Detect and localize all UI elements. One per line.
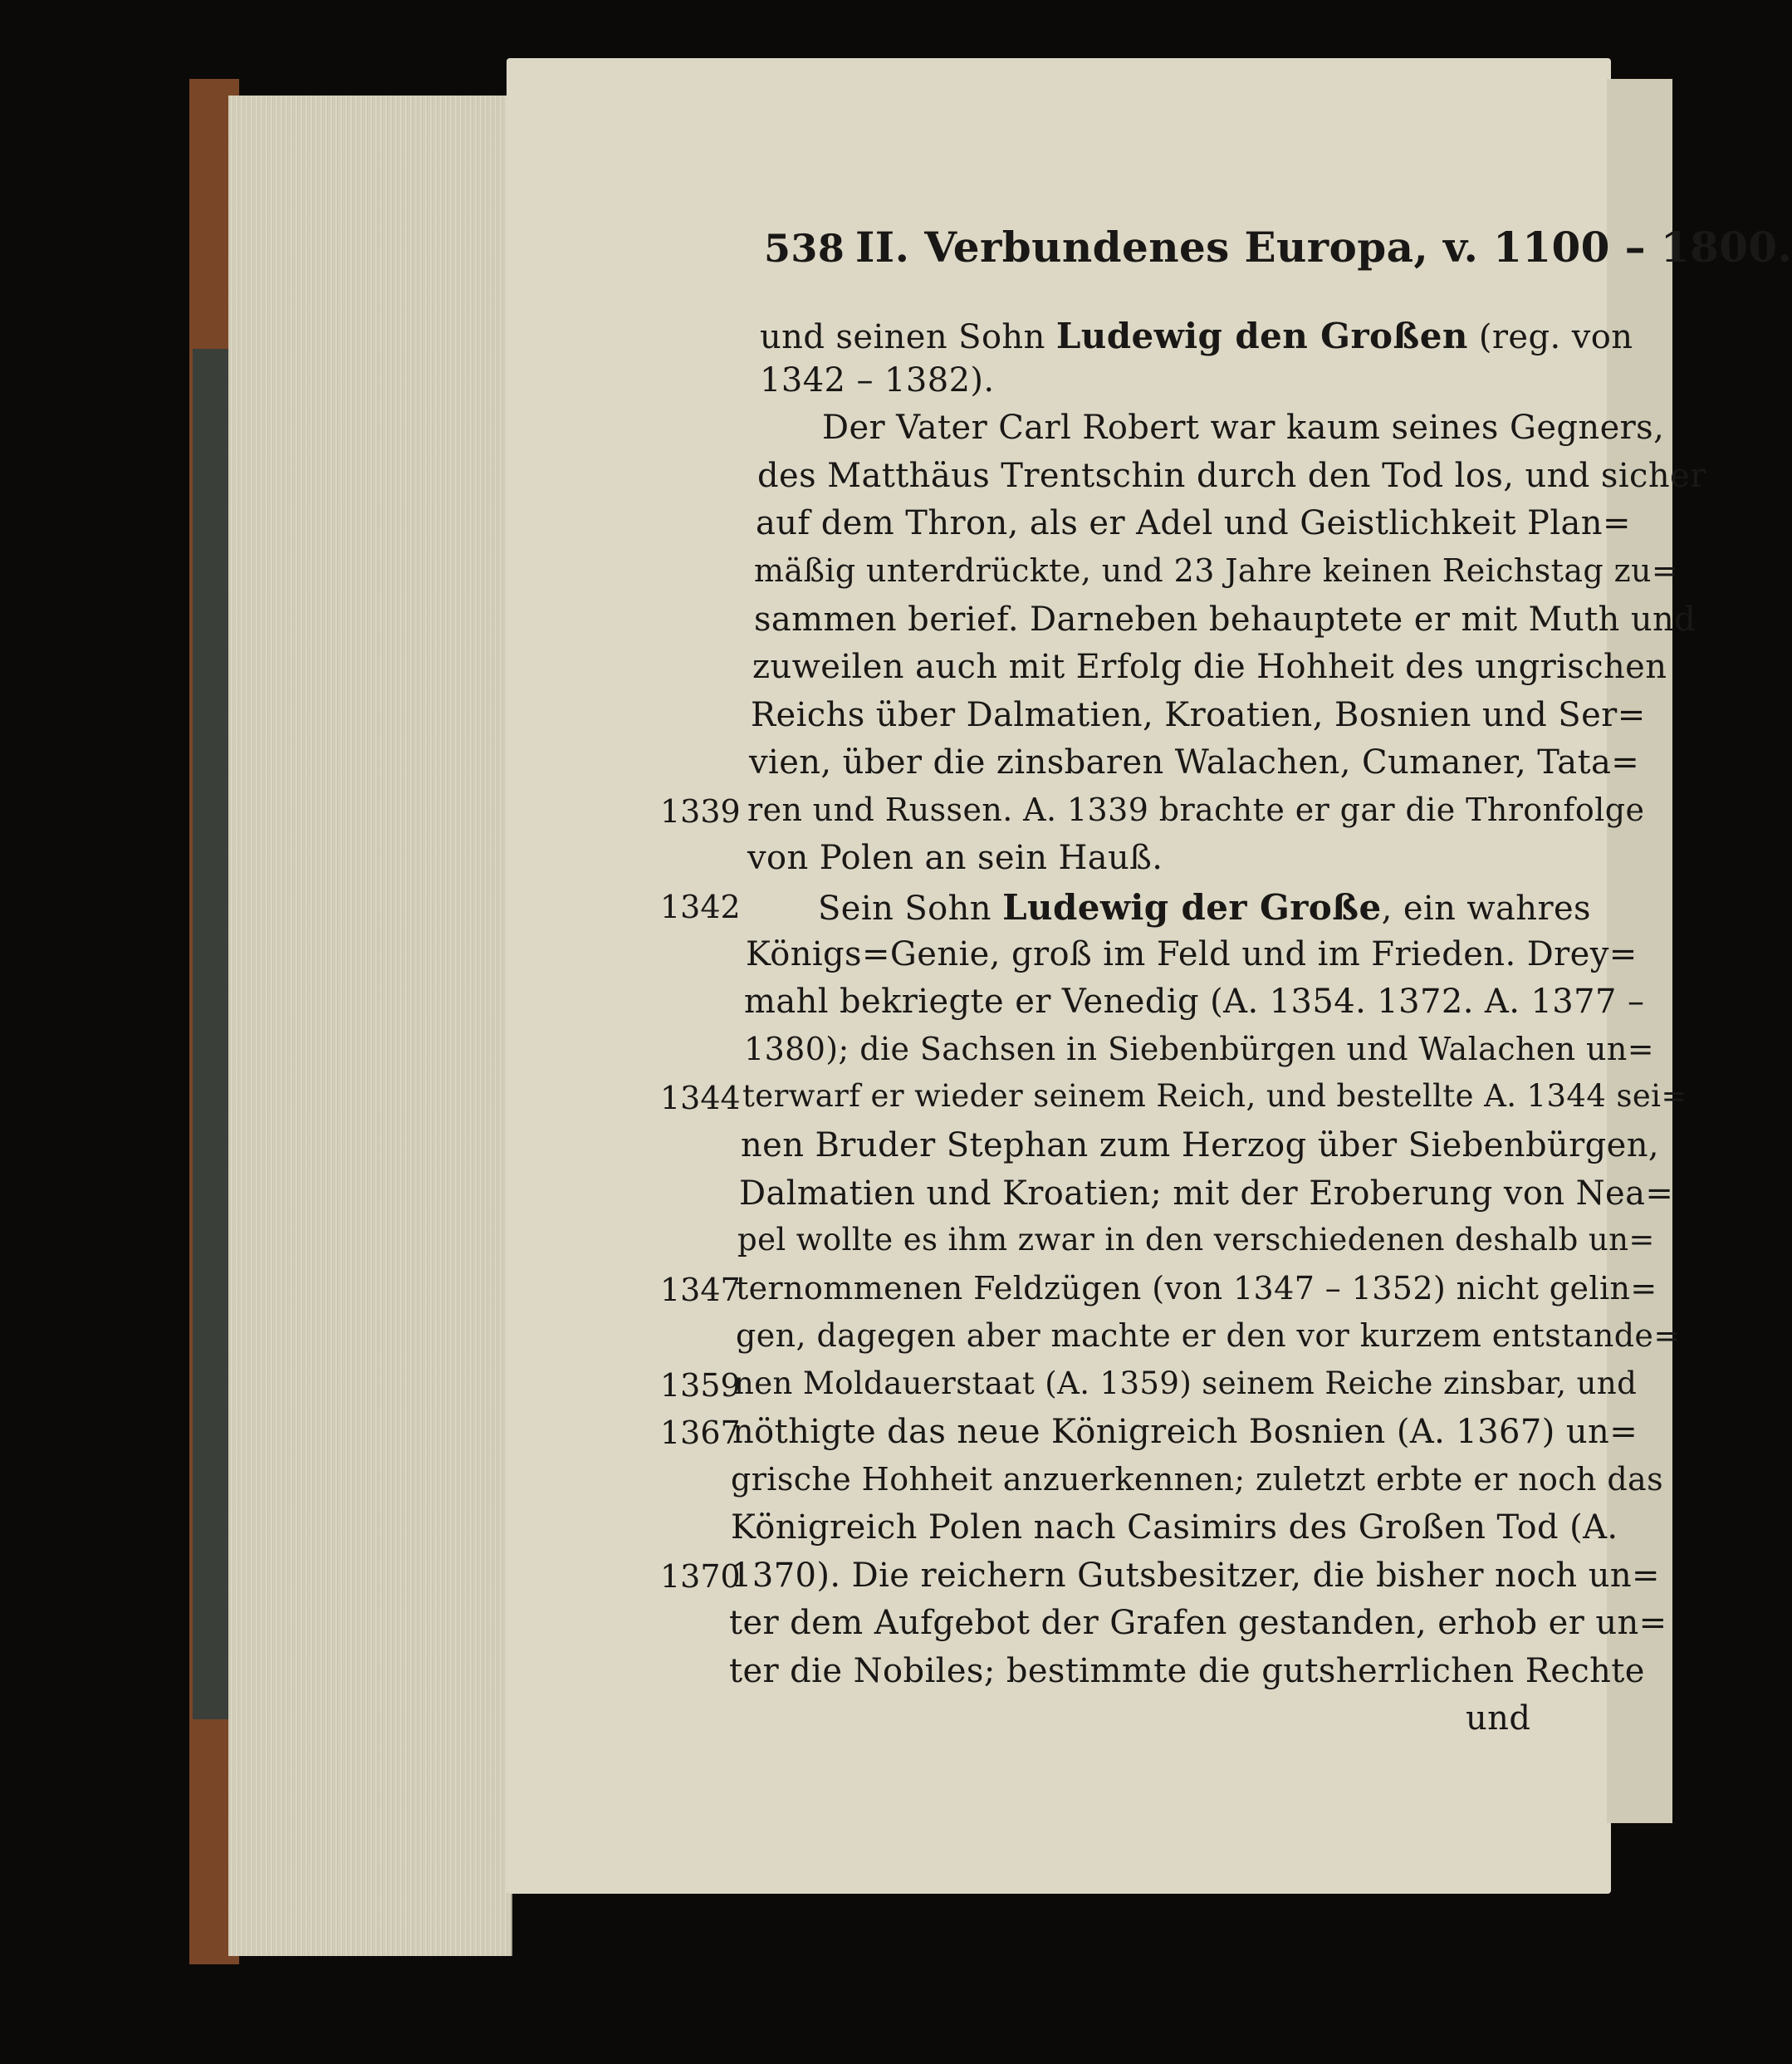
text-line: pel wollte es ihm zwar in den verschiedenen deshalb un=	[737, 1222, 1655, 1258]
margin-year: 1367	[660, 1414, 741, 1451]
text-line: Reichs über Dalmatien, Kroatien, Bosnien und Ser=	[751, 696, 1646, 734]
margin-year: 1370	[660, 1558, 741, 1595]
text-line: mahl bekriegte er Venedig (A. 1354. 1372. A. 1377 –	[744, 983, 1645, 1021]
text-line: ter dem Aufgebot der Grafen gestanden, erhob er un=	[729, 1604, 1667, 1642]
text-line: vien, über die zinsbaren Walachen, Cumaner, Tata=	[749, 743, 1640, 782]
text-line: des Matthäus Trentschin durch den Tod los, und sicher	[757, 457, 1706, 495]
emphasis-name: Ludewig der Große	[1002, 887, 1382, 928]
emphasis-name: Ludewig den Großen	[1055, 316, 1468, 356]
text-line: ren und Russen. A. 1339 brachte er gar die Thronfolge	[747, 792, 1645, 828]
text-line: terwarf er wieder seinem Reich, und bestellte A. 1344 sei=	[742, 1078, 1687, 1114]
text-line: mäßig unterdrückte, und 23 Jahre keinen Reichstag zu=	[754, 552, 1679, 589]
text-line: grische Hohheit anzuerkennen; zuletzt erbte er noch das	[731, 1461, 1663, 1498]
text-line: Der Vater Carl Robert war kaum seines Gegners,	[822, 409, 1665, 447]
text-line: sammen berief. Darneben behauptete er mit Muth und	[754, 601, 1697, 639]
text-span: Sein Sohn	[818, 890, 1003, 928]
margin-year: 1342	[660, 889, 741, 925]
text-line: Königs=Genie, groß im Feld und im Frieden. Drey=	[746, 935, 1638, 973]
margin-year: 1347	[660, 1272, 741, 1308]
text-line: ternommenen Feldzügen (von 1347 – 1352) nicht gelin=	[736, 1270, 1657, 1307]
text-line: von Polen an sein Hauß.	[747, 839, 1163, 877]
text-line: ter die Nobiles; bestimmte die gutsherrlichen Rechte	[729, 1652, 1645, 1690]
text-line	[760, 316, 1633, 356]
text-span: und seinen Sohn	[760, 318, 1056, 356]
running-title: II. Verbundenes Europa, v. 1100 – 1800.	[855, 223, 1792, 272]
catchword: und	[1466, 1699, 1531, 1738]
text-line: 1370). Die reichern Gutsbesitzer, die bisher noch un=	[731, 1557, 1660, 1595]
text-line	[818, 887, 1591, 928]
text-line: Königreich Polen nach Casimirs des Großen Tod (A.	[731, 1508, 1618, 1547]
text-line: Dalmatien und Kroatien; mit der Eroberung von Nea=	[739, 1174, 1674, 1213]
text-line: 1342 – 1382).	[760, 361, 995, 400]
text-line: gen, dagegen aber machte er den vor kurzem entstande=	[736, 1317, 1681, 1354]
text-line: 1380); die Sachsen in Siebenbürgen und Walachen un=	[744, 1031, 1654, 1067]
text-span: , ein wahres	[1381, 890, 1591, 928]
text-span: (reg. von	[1467, 318, 1633, 356]
margin-year: 1359	[660, 1367, 741, 1404]
margin-year: 1339	[660, 793, 741, 830]
text-line: nöthigte das neue Königreich Bosnien (A. 1367) un=	[732, 1413, 1638, 1451]
text-line: nen Moldauerstaat (A. 1359) seinem Reiche zinsbar, und	[734, 1365, 1638, 1401]
margin-year: 1344	[660, 1080, 741, 1116]
page-edges	[228, 96, 512, 1956]
page-number: 538	[764, 226, 845, 271]
text-line: nen Bruder Stephan zum Herzog über Siebenbürgen,	[741, 1126, 1659, 1164]
text-line: auf dem Thron, als er Adel und Geistlichkeit Plan=	[756, 504, 1631, 542]
text-line: zuweilen auch mit Erfolg die Hohheit des ungrischen	[752, 648, 1667, 686]
